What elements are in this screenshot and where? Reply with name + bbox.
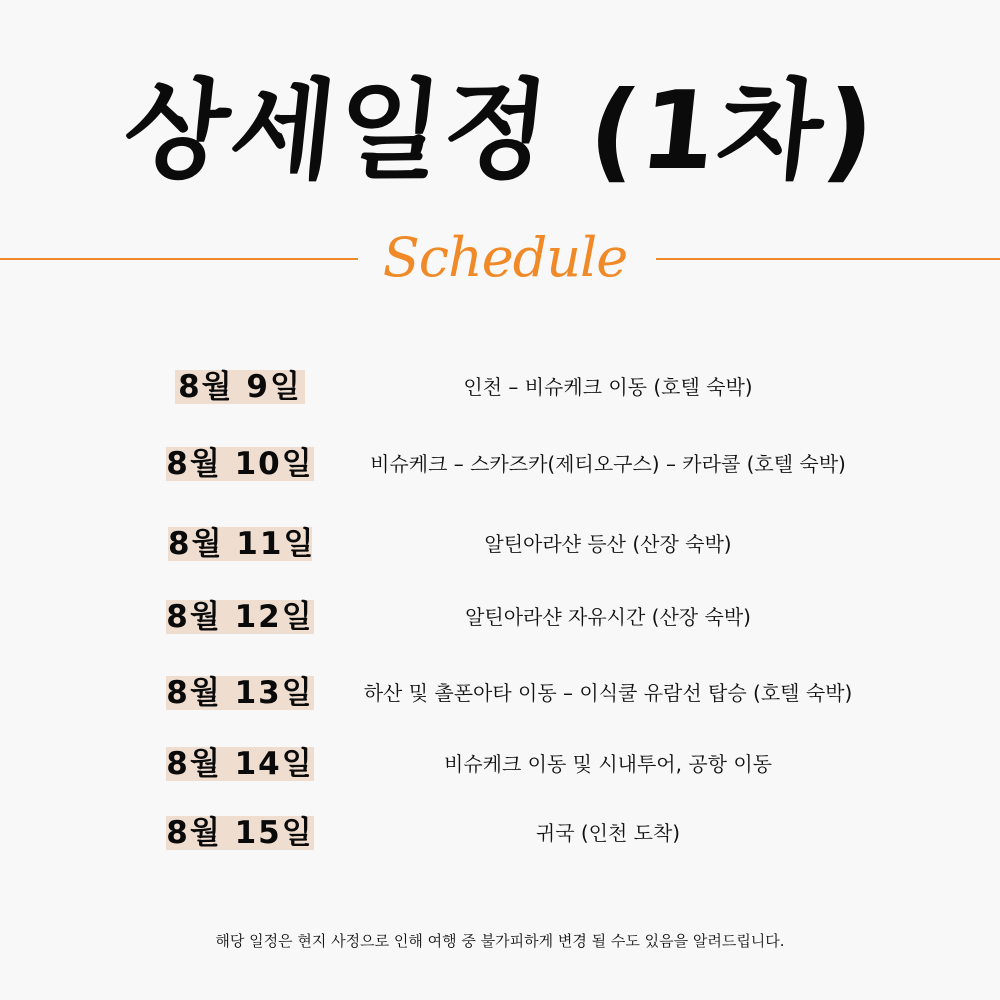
schedule-description: 귀국 (인천 도착) — [535, 821, 681, 845]
schedule-description: 비슈케크 – 스카즈카(제티오구스) – 카라콜 (호텔 숙박) — [370, 452, 846, 476]
date-label: 8월 14일 — [166, 746, 314, 782]
page-title: 상세일정 (1차) — [117, 69, 883, 194]
schedule-row-aug-11 — [0, 521, 1000, 567]
right-divider-line — [656, 258, 1000, 260]
schedule-row-aug-12 — [0, 594, 1000, 640]
schedule-row-aug-9 — [0, 364, 1000, 410]
date-label: 8월 15일 — [166, 815, 314, 851]
schedule-row-aug-14 — [0, 741, 1000, 787]
date-badge — [166, 600, 314, 634]
schedule-script-heading: Schedule — [382, 226, 628, 289]
date-label: 8월 12일 — [166, 599, 314, 635]
schedule-row-aug-10 — [0, 441, 1000, 487]
date-label: 8월 10일 — [166, 446, 314, 482]
footer-notice: 해당 일정은 현지 사정으로 인해 여행 중 불가피하게 변경 될 수도 있음을 알려드립니다. — [215, 932, 785, 950]
date-badge — [166, 447, 314, 481]
schedule-row-aug-13 — [0, 670, 1000, 716]
date-label: 8월 9일 — [178, 369, 302, 405]
date-badge — [166, 747, 314, 781]
schedule-description: 비슈케크 이동 및 시내투어, 공항 이동 — [444, 752, 772, 776]
left-divider-line — [0, 258, 358, 260]
schedule-description: 알틴아라샨 자유시간 (산장 숙박) — [465, 605, 751, 629]
schedule-description: 하산 및 촐폰아타 이동 – 이식쿨 유람선 탑승 (호텔 숙박) — [363, 681, 853, 705]
date-badge — [168, 526, 316, 562]
date-badge — [166, 816, 314, 850]
date-badge — [175, 370, 305, 404]
schedule-row-aug-15 — [0, 810, 1000, 856]
schedule-description: 인천 – 비슈케크 이동 (호텔 숙박) — [463, 375, 753, 399]
schedule-description: 알틴아라샨 등산 (산장 숙박) — [484, 532, 732, 556]
date-label: 8월 13일 — [166, 675, 314, 711]
date-badge — [166, 676, 314, 710]
date-label: 8월 11일 — [168, 526, 316, 562]
